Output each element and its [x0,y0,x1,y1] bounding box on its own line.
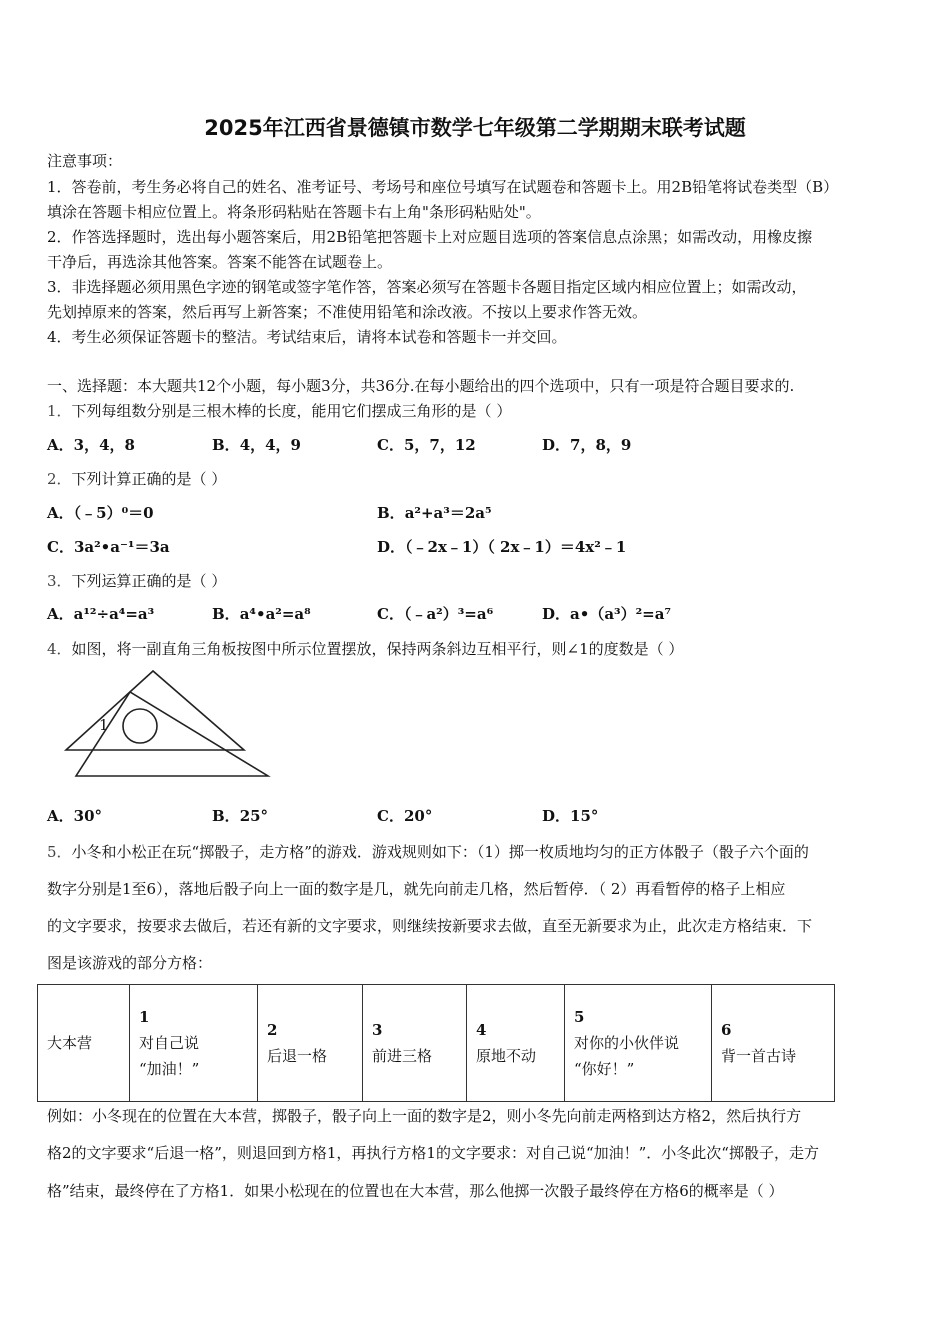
option-text: 15° [570,807,599,825]
option-text: a•（a³）²=a⁷ [570,605,672,623]
option-text: （﹣5）⁰＝0 [73,504,154,522]
option-label: C． [377,436,404,454]
option-label: D． [542,807,571,825]
notice-line: 先划掉原来的答案，然后再写上新答案；不准使用铅笔和涂改液。不按以上要求作答无效。 [47,303,648,321]
question-stem-line: 数字分别是1至6），落地后骰子向上一面的数字是几，就先向前走几格，然后暂停．（ 2）再看暂停的格子上相应 [47,880,786,898]
option-label: B． [212,605,240,623]
notice-line: 2．作答选择题时，选出每小题答案后，用2B铅笔把答题卡上对应题目选项的答案信息点涂黑；如需改动，用橡皮擦 [47,228,813,246]
notice-heading: 注意事项： [47,152,123,170]
option-label: B． [212,436,240,454]
question-stem-line: 图是该游戏的部分方格： [47,954,213,972]
option-label: A． [47,807,74,825]
cell-text: 对你的小伙伴说 [574,1034,680,1052]
option-label: B． [212,807,240,825]
notice-line: 1．答卷前，考生务必将自己的姓名、准考证号、考场号和座位号填写在试题卷和答题卡上。用2B铅笔将试卷类型（B） [47,178,839,196]
question-stem: 下列运算正确的是（ ） [71,572,227,590]
notice-line: 填涂在答题卡相应位置上。将条形码粘贴在答题卡右上角"条形码粘贴处"。 [47,203,541,221]
option-text: （﹣2x﹣1）（ 2x﹣1）＝4x²﹣1 [405,538,627,556]
option-label: A． [47,504,74,522]
cell-number: 5 [574,1008,585,1026]
notice-line: 3．非选择题必须用黑色字迹的钢笔或签字笔作答，答案必须写在答题卡各题目指定区域内相应位置上；如需改动， [47,278,807,296]
cell-text: 后退一格 [267,1047,328,1065]
option-text: 30° [73,807,103,825]
option-label: D． [542,436,571,454]
triangle-large [66,671,244,750]
section-heading: 一、选择题：本大题共12个小题，每小题3分，共36分.在每小题给出的四个选项中，只有一项是符合题目要求的. [47,377,795,395]
option-a[interactable] [47,806,102,826]
question-number: 5． [47,843,72,861]
cell-number: 6 [721,1021,732,1039]
table-cell-5 [565,985,712,1102]
option-label: D． [542,605,571,623]
option-label: C． [377,807,404,825]
question-number: 1． [47,402,72,420]
question-5 [47,842,809,862]
table-cell-2 [258,985,363,1102]
cell-text: “你好！” [574,1060,635,1078]
option-text: 7，8，9 [570,436,632,454]
cell-number: 2 [267,1021,278,1039]
option-label: D． [377,538,406,556]
question-stem-line: 的文字要求，按要求去做后，若还有新的文字要求，则继续按新要求去做，直至无新要求为止，此次走方格结束．下 [47,917,813,935]
option-text: 25° [239,807,269,825]
table-row [38,985,835,1102]
table-cell-3 [363,985,467,1102]
triangle-hole-circle [123,709,157,743]
option-text: a⁴•a²=a⁸ [239,605,311,623]
option-text: a²+a³＝2a⁵ [404,504,492,522]
cell-number: 4 [476,1021,487,1039]
cell-text: 大本营 [47,1034,93,1052]
cell-text: “加油！” [139,1060,200,1078]
option-d[interactable] [542,806,598,826]
table-cell-1 [130,985,258,1102]
question-number: 2． [47,470,72,488]
cell-text: 前进三格 [372,1047,433,1065]
question-stem: 下列计算正确的是（ ） [71,470,227,488]
angle-1-label: 1 [99,716,109,734]
notice-line: 干净后，再选涂其他答案。答案不能答在试题卷上。 [47,253,393,271]
game-board-table [37,984,835,1102]
table-cell-4 [467,985,565,1102]
page-title: 2025年江西省景德镇市数学七年级第二学期期末联考试题 [204,116,746,140]
example-line: 例如：小冬现在的位置在大本营，掷骰子，骰子向上一面的数字是2，则小冬先向前走两格到达方格2，然后执行方 [47,1107,802,1125]
table-cell-6 [712,985,835,1102]
table-cell-base [38,985,130,1102]
option-c[interactable] [377,806,432,826]
cell-text: 背一首古诗 [721,1047,797,1065]
example-line: 格2的文字要求“后退一格”，则退回到方格1，再执行方格1的文字要求：对自己说“加油！”．小冬此次“掷骰子，走方 [47,1144,819,1162]
option-label: A． [47,605,74,623]
cell-text: 原地不动 [476,1047,537,1065]
option-label: B． [377,504,405,522]
option-text: 4，4，9 [239,436,301,454]
option-text: 20° [403,807,433,825]
question-number: 3． [47,572,72,590]
question-stem: 如图，将一副直角三角板按图中所示位置摆放，保持两条斜边互相平行，则∠1的度数是（ ） [71,640,684,658]
notice-line: 4．考生必须保证答题卡的整洁。考试结束后，请将本试卷和答题卡一并交回。 [47,328,567,346]
question-stem: 小冬和小松正在玩“掷骰子，走方格”的游戏．游戏规则如下：（1）掷一枚质地均匀的正方体骰子（骰子六个面的 [71,843,809,861]
option-text: a¹²÷a⁴=a³ [73,605,155,623]
option-text: （﹣a²）³=a⁶ [403,605,494,623]
option-b[interactable] [212,806,268,826]
triangle-second [76,692,268,776]
cell-number: 1 [139,1008,150,1026]
option-label: C． [377,605,404,623]
cell-text: 对自己说 [139,1034,200,1052]
option-text: 3，4，8 [73,436,135,454]
question-number: 4． [47,640,72,658]
question-stem: 下列每组数分别是三根木棒的长度，能用它们摆成三角形的是（ ） [71,402,512,420]
example-line: 格”结束，最终停在了方格1．如果小松现在的位置也在大本营，那么他掷一次骰子最终停在方格6的概率是（ ） [47,1182,784,1200]
option-label: A． [47,436,74,454]
option-text: 5，7，12 [403,436,476,454]
option-label: C． [47,538,74,556]
cell-number: 3 [372,1021,383,1039]
option-text: 3a²•a⁻¹＝3a [73,538,170,556]
